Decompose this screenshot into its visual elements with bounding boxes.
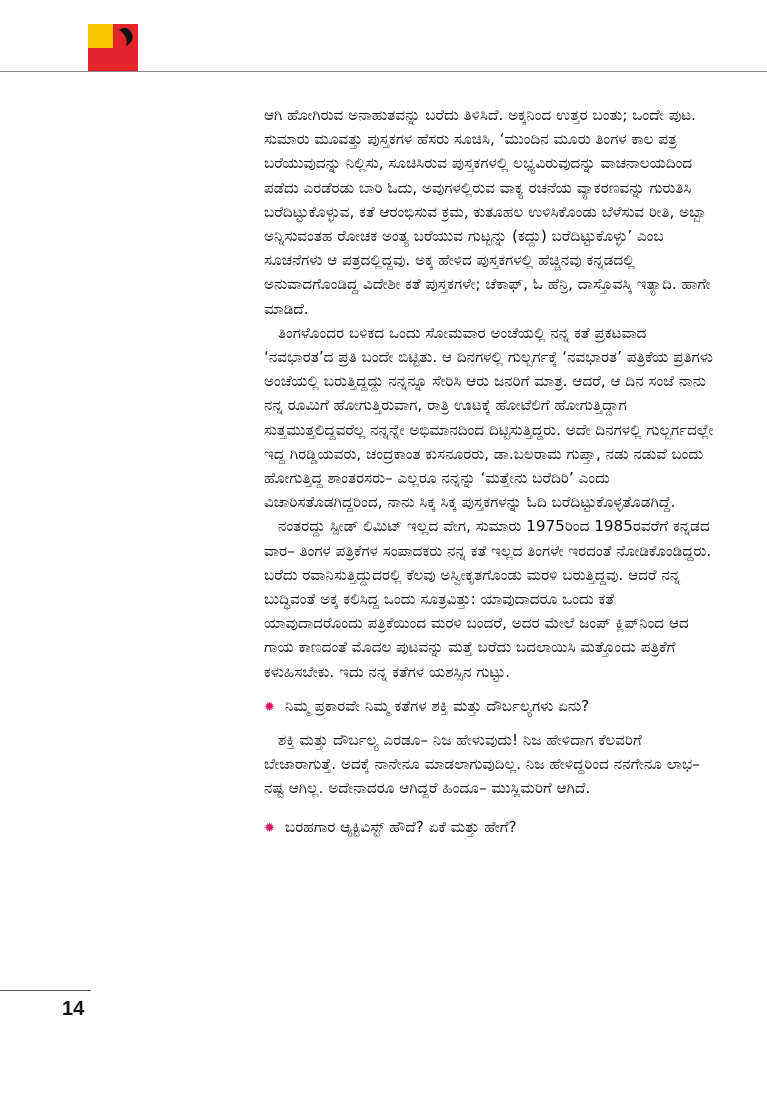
question-text: ನಿಮ್ಮ ಪ್ರಕಾರವೇ ನಿಮ್ಮ ಕತೆಗಳ ಶಕ್ತಿ ಮತ್ತು ದೌರ್ಬಲ್ಯಗಳು ಏನು? [284,696,590,715]
paragraph: ಆಗಿ ಹೋಗಿರುವ ಅನಾಹುತವನ್ನು ಬರೆದು ತಿಳಿಸಿದೆ. ಅಕ್ಕನಿಂದ ಉತ್ತರ ಬಂತು; ಒಂದೇ ಪುಟ. ಸುಮಾರು ಮೂವತ್ತು ಪುಸ್ತಕಗಳ ಹೆಸರು ಸೂಚಿಸಿ, ‘ಮುಂದಿನ ಮೂರು ತಿಂಗಳ ಕಾಲ ಪತ್ರ ಬರೆಯುವುದನ್ನು ನಿಲ್ಲಿಸು, ಸೂಚಿಸಿರುವ ಪುಸ್ತಕಗಳಲ್ಲಿ ಲಭ್ಯವಿರುವುದನ್ನು ವಾಚನಾಲಯದಿಂದ ಪಡೆದು ಎರಡೆರಡು ಬಾರಿ ಓದು, ಅವುಗಳಲ್ಲಿರುವ ವಾಕ್ಯ ರಚನೆಯ ವ್ಯಾಕರಣವನ್ನು ಗುರುತಿಸಿ ಬರೆದಿಟ್ಟುಕೊಳ್ಳುವ, ಕತೆ ಆರಂಭಿಸುವ ಕ್ರಮ, ಕುತೂಹಲ ಉಳಿಸಿಕೊಂಡು ಬೆಳೆಸುವ ರೀತಿ, ಅಬ್ಬಾ ಅನ್ನಿಸುವಂತಹ ರೋಚಕ ಅಂತ್ಯ ಬರೆಯುವ ಗುಟ್ಟನ್ನು (ಕದ್ದು) ಬರೆದಿಟ್ಟುಕೊಳ್ಳು’ ಎಂಬ ಸೂಚನೆಗಳು ಆ ಪತ್ರದಲ್ಲಿದ್ದವು. ಅಕ್ಕ ಹೇಳಿದ ಪುಸ್ತಕಗಳಲ್ಲಿ ಹೆಚ್ಚಿನವು ಕನ್ನಡದಲ್ಲಿ ಅನುವಾದಗೊಂಡಿದ್ದ ವಿದೇಶೀ ಕತೆ ಪುಸ್ತಕಗಳೇ; ಚೆಕಾಫ್, ಓ ಹೆನ್ರಿ, ದಾಸ್ತೊವಸ್ಕಿ ಇತ್ಯಾದಿ. ಹಾಗೇ ಮಾಡಿದೆ. [264,106,711,318]
footer-rule [0,990,91,991]
article-body [264,103,714,841]
question-text: ಬರಹಗಾರ ಆ್ಯಕ್ಟಿವಿಸ್ಟ್ ಹೌದೆ? ಏಕೆ ಮತ್ತು ಹೇಗೆ? [284,817,517,836]
paragraph: ನಂತರದ್ದು ಸ್ಪೀಡ್ ಲಿಮಿಟ್ ಇಲ್ಲದ ವೇಗ, ಸುಮಾರು 1975ರಿಂದ 1985ರವರೆಗೆ ಕನ್ನಡದ ವಾರ– ತಿಂಗಳ ಪತ್ರಿಕೆಗಳ ಸಂಪಾದಕರು ನನ್ನ ಕತೆ ಇಲ್ಲದ ತಿಂಗಳೇ ಇರದಂತೆ ನೋಡಿಕೊಂಡಿದ್ದರು. ಬರೆದು ರವಾನಿಸುತ್ತಿದ್ದುದರಲ್ಲಿ ಕೆಲವು ಅಸ್ವೀಕೃತಗೊಂಡು ಮರಳಿ ಬರುತ್ತಿದ್ದವು. ಆದರೆ ನನ್ನ ಬುದ್ಧಿವಂತೆ ಅಕ್ಕ ಕಲಿಸಿದ್ದ ಒಂದು ಸೂತ್ರವಿತ್ತು: ಯಾವುದಾದರೂ ಒಂದು ಕತೆ ಯಾವುದಾದರೊಂದು ಪತ್ರಿಕೆಯಿಂದ ಮರಳಿ ಬಂದರೆ, ಅದರ ಮೇಲೆ ಜಂಪ್ ಕ್ಲಿಪ್‌ನಿಂದ ಆದ ಗಾಯ ಕಾಣದಂತೆ ಮೊದಲ ಪುಟವನ್ನು ಮತ್ತೆ ಬರೆದು ಬದಲಾಯಿಸಿ ಮತ್ತೊಂದು ಪತ್ರಿಕೆಗೆ ಕಳುಹಿಸಬೇಕು. ಇದು ನನ್ನ ಕತೆಗಳ ಯಶಸ್ಸಿನ ಗುಟ್ಟು. [264,517,712,681]
interview-question [264,815,714,841]
interview-question [264,694,714,720]
puzzle-logo-icon [88,24,138,72]
asterisk-bullet-icon: ✹ [264,699,275,715]
asterisk-bullet-icon: ✹ [264,820,275,836]
interview-answer: ಶಕ್ತಿ ಮತ್ತು ದೌರ್ಬಲ್ಯ ಎರಡೂ– ನಿಜ ಹೇಳುವುದು! ನಿಜ ಹೇಳಿದಾಗ ಕೆಲವರಿಗೆ ಬೇಜಾರಾಗುತ್ತೆ. ಅದಕ್ಕೆ ನಾನೇನೂ ಮಾಡಲಾಗುವುದಿಲ್ಲ. ನಿಜ ಹೇಳಿದ್ದರಿಂದ ನನಗೇನೂ ಲಾಭ–ನಷ್ಟ ಆಗಿಲ್ಲ. ಅದೇನಾದರೂ ಆಗಿದ್ದರೆ ಹಿಂದೂ– ಮುಸ್ಲಿಮರಿಗೆ ಆಗಿದೆ. [264,731,700,798]
paragraph: ತಿಂಗಳೊಂದರ ಬಳಿಕದ ಒಂದು ಸೋಮವಾರ ಅಂಚೆಯಲ್ಲಿ ನನ್ನ ಕತೆ ಪ್ರಕಟವಾದ ‘ನವಭಾರತ’ದ ಪ್ರತಿ ಬಂದೇ ಬಿಟ್ಟಿತು. ಆ ದಿನಗಳಲ್ಲಿ ಗುಲ್ಬರ್ಗಕ್ಕೆ ‘ನವಭಾರತ’ ಪತ್ರಿಕೆಯ ಪ್ರತಿಗಳು ಅಂಚೆಯಲ್ಲಿ ಬರುತ್ತಿದ್ದದ್ದು ನನ್ನನ್ನೂ ಸೇರಿಸಿ ಆರು ಜನರಿಗೆ ಮಾತ್ರ. ಆದರೆ, ಆ ದಿನ ಸಂಜೆ ನಾನು ನನ್ನ ರೂಮಿಗೆ ಹೋಗುತ್ತಿರುವಾಗ, ರಾತ್ರಿ ಊಟಕ್ಕೆ ಹೋಟೆಲಿಗೆ ಹೋಗುತ್ತಿದ್ದಾಗ ಸುತ್ತಮುತ್ತಲಿದ್ದವರೆಲ್ಲ ನನ್ನನ್ನೇ ಅಭಿಮಾನದಿಂದ ದಿಟ್ಟಿಸುತ್ತಿದ್ದರು. ಅದೇ ದಿನಗಳಲ್ಲಿ ಗುಲ್ಬರ್ಗದಲ್ಲೇ ಇದ್ದ ಗಿರಡ್ಡಿಯವರು, ಚಂದ್ರಕಾಂತ ಕುಸನೂರರು, ಡಾ.ಬಲರಾಮ ಗುಪ್ತಾ, ನಡು ನಡುವೆ ಬಂದು ಹೋಗುತ್ತಿದ್ದ ಶಾಂತರಸರು– ಎಲ್ಲರೂ ನನ್ನನ್ನು ‘ಮತ್ತೇನು ಬರೆದಿರಿ’ ಎಂದು ವಿಚಾರಿಸತೊಡಗಿದ್ದರಿಂದ, ನಾನು ಸಿಕ್ಕ ಸಿಕ್ಕ ಪುಸ್ತಕಗಳನ್ನು ಓದಿ ಬರೆದಿಟ್ಟುಕೊಳ್ಳತೊಡಗಿದ್ದೆ. [264,323,714,512]
page-number: 14 [62,998,85,1020]
header-rule [0,71,767,72]
